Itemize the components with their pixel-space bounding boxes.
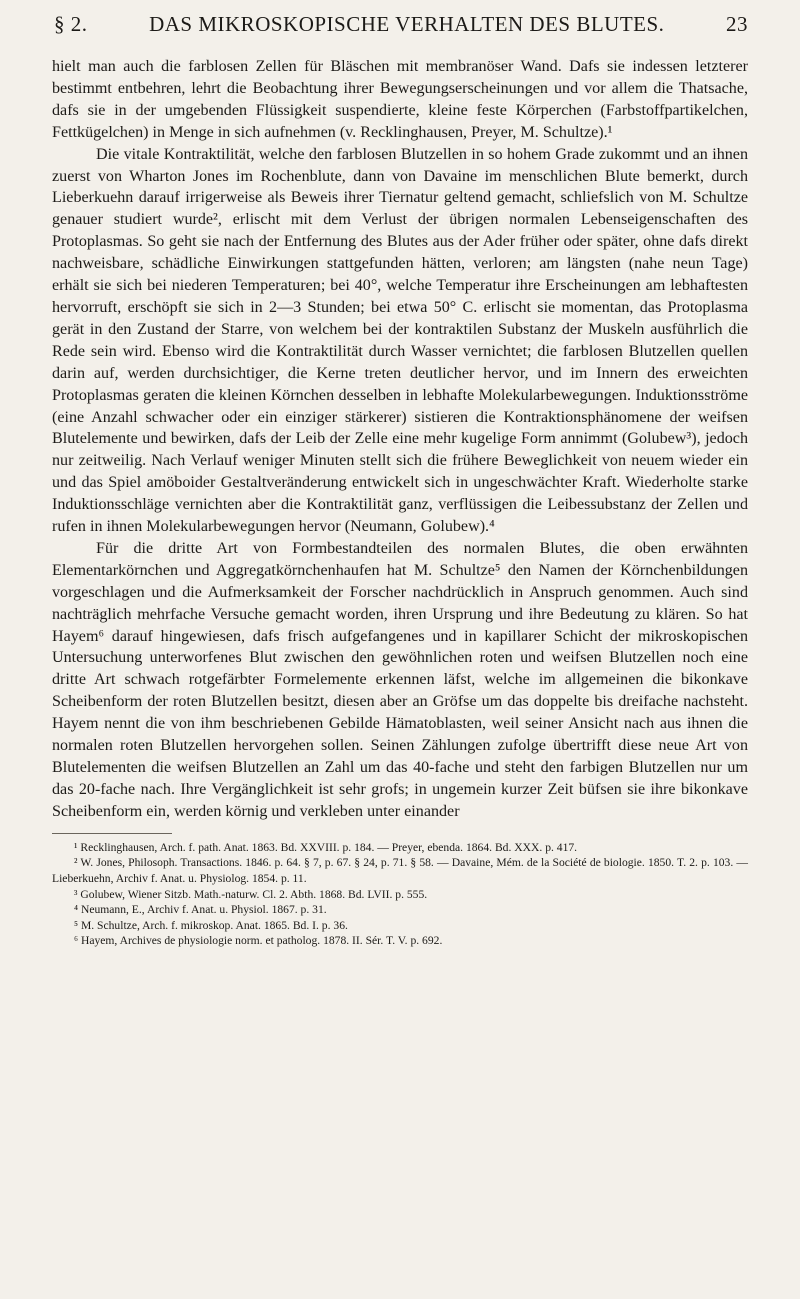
footnote: ⁴ Neumann, E., Archiv f. Anat. u. Physiol. 1867. p. 31. — [74, 903, 327, 917]
paragraph: Für die dritte Art von Formbestandteilen des normalen Blutes, die oben erwähnten Elementarkörnchen und Aggregatkörnchenhaufen hat M. Schultze⁵ den Namen der Körnchenbildungen vorgeschlagen und die Aufmerksamkeit der Forscher nachdrücklich in Anspruch genommen. Auch sind nachträglich mehrfache Versuche gemacht worden, ihren Ursprung und ihre Bedeutung zu klären. So hat Hayem⁶ darauf hingewiesen, dafs frisch aufgefangenes und in kapillarer Schicht der mikroskopischen Untersuchung unterworfenes Blut zwischen den gewöhnlichen roten und weifsen Blutzellen noch eine dritte Art schwach rotgefärbter Formelemente erkennen läfst, welche im allgemeinen die bikonkave Scheibenform der roten Blutzellen besitzt, diesen aber an Gröfse um das doppelte bis dreifache nachsteht. Hayem nennt die von ihm beschriebenen Gebilde Hämatoblasten, weil seiner Ansicht nach aus ihnen die normalen roten Blutzellen hervorgehen sollen. Seinen Zählungen zufolge übertrifft diese neue Art von Blutelementen die weifsen Blutzellen an Zahl um das 40-fache und steht den farbigen Blutzellen nur um das 20-fache nach. Ihre Vergänglichkeit ist sehr grofs; in ungemein kurzer Zeit büfsen sie ihre bikonkave Scheibenform ein, werden körnig und verkleben unter einander — [52, 539, 748, 820]
footnote: ³ Golubew, Wiener Sitzb. Math.-naturw. Cl. 2. Abth. 1868. Bd. LVII. p. 555. — [74, 887, 428, 901]
section-number: § 2. — [54, 12, 88, 36]
footnote: ² W. Jones, Philosoph. Transactions. 1846. p. 64. § 7, p. 67. § 24, p. 71. § 58. — Davaine, Mém. de la Société de biologie. 1850. T. 2. p. 103. — Lieberkuehn, Archiv f. Anat. u. Physiolog. 1854. p. 11. — [52, 856, 748, 885]
running-title: DAS MIKROSKOPISCHE VERHALTEN DES BLUTES. — [149, 12, 665, 36]
page-number: 23 — [726, 12, 748, 36]
footnote: ⁶ Hayem, Archives de physiologie norm. et patholog. 1878. II. Sér. T. V. p. 692. — [74, 934, 443, 948]
footnotes — [52, 840, 748, 949]
footnote-divider — [52, 833, 172, 834]
paragraph: Die vitale Kontraktilität, welche den farblosen Blutzellen in so hohem Grade zukommt und an ihnen zuerst von Wharton Jones im Rochenblute, dann von Davaine im menschlichen Blute bemerkt, durch Lieberkuehn darauf irrigerweise als Beweis ihrer Tiernatur geltend gemacht, schliefslich von M. Schultze genauer studiert wurde², erlischt mit dem Verlust der übrigen normalen Lebenseigenschaften des Protoplasmas. So geht sie nach der Entfernung des Blutes aus der Ader früher oder später, ohne dafs direkt nachweisbare, schädliche Einwirkungen stattgefunden hätten, verloren; am längsten (nahe neun Tage) erhält sie sich bei niederen Temperaturen; bei 40°, welche Temperatur ihre Erscheinungen am lebhaftesten hervorruft, erschöpft sie sich in 2—3 Stunden; bei etwa 50° C. erlischt sie momentan, das Protoplasma gerät in den Zustand der Starre, von welchem bei der kontraktilen Substanz der Muskeln ausführlich die Rede sein wird. Ebenso wird die Kontraktilität durch Wasser vernichtet; die farblosen Blutzellen quellen darin auf, werden durchsichtiger, die Kerne treten deutlicher hervor, und im Innern des erweichten Protoplasmas geraten die kleinen Körnchen desselben in lebhafte Molekularbewegungen. Induktionsströme (eine Anzahl schwacher oder ein einziger stärkerer) sistieren die Kontraktionsphänomene der weifsen Blutelemente und bewirken, dafs der Leib der Zelle eine mehr kugelige Form annimmt (Golubew³), jedoch nur zeitweilig. Nach Verlauf weniger Minuten stellt sich die frühere Beweglichkeit von neuem wieder ein und das Spiel amöboider Gestaltveränderung entwickelt sich in ungeschwächter Kraft. Wiederholte starke Induktionsschläge vernichten aber die Kontraktilität ganz, verflüssigen die Leibessubstanz der Zellen und rufen in ihnen Molekularbewegungen hervor (Neumann, Golubew).⁴ — [52, 145, 748, 536]
running-header — [52, 12, 748, 50]
main-text — [52, 56, 748, 823]
footnote: ¹ Recklinghausen, Arch. f. path. Anat. 1863. Bd. XXVIII. p. 184. — Preyer, ebenda. 1864. Bd. XXX. p. 417. — [74, 840, 578, 854]
paragraph: hielt man auch die farblosen Zellen für Bläschen mit membranöser Wand. Dafs sie indessen letzterer bestimmt entbehren, lehrt die Beobachtung ihrer Bewegungserscheinungen und vor allem die Thatsache, dafs sie in der umgebenden Flüssigkeit suspendierte, kleine feste Körperchen (Farbstoffpartikelchen, Fettkügelchen) in Menge in sich aufnehmen (v. Recklinghausen, Preyer, M. Schultze).¹ — [52, 58, 748, 141]
footnote: ⁵ M. Schultze, Arch. f. mikroskop. Anat. 1865. Bd. I. p. 36. — [74, 918, 348, 932]
